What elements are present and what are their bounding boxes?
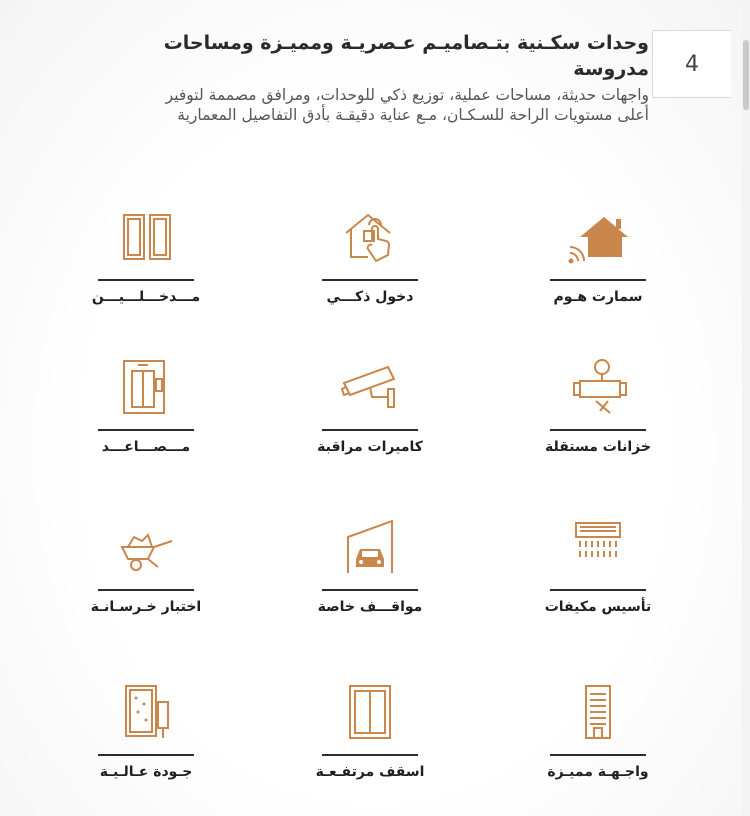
- feature-water-tanks: [518, 355, 678, 475]
- feature-smart-entry: [290, 205, 450, 325]
- water-tank-icon: [563, 355, 633, 419]
- feature-concrete-testing: [66, 515, 226, 635]
- feature-divider: [550, 429, 646, 431]
- feature-ac-installation: [518, 515, 678, 635]
- feature-label: مـــصـــاعـــد: [101, 439, 191, 455]
- high-quality-icon: [111, 680, 181, 744]
- feature-divider: [322, 589, 418, 591]
- feature-label: كاميرات مراقبة: [317, 439, 423, 455]
- feature-divider: [98, 754, 194, 756]
- feature-double-entrance: [66, 205, 226, 325]
- private-parking-icon: [335, 515, 405, 579]
- section-title: وحدات سكـنية بتـصاميـم عـصريـة ومميـزة ومساحات مدروسة: [163, 32, 649, 80]
- smart-home-icon: [563, 205, 633, 269]
- feature-divider: [322, 279, 418, 281]
- feature-label: مـــدخـــلـــيـــن: [91, 289, 201, 305]
- section-text: [89, 30, 649, 125]
- section-header: [40, 22, 745, 124]
- feature-divider: [550, 589, 646, 591]
- feature-high-ceilings: [290, 680, 450, 800]
- feature-divider: [98, 429, 194, 431]
- feature-high-quality: [66, 680, 226, 800]
- feature-smart-home: [518, 205, 678, 325]
- description-line-2: أعلى مستويات الراحة للسـكـان، مـع عناية دقيقـة بأدق التفاصيل المعمارية: [177, 106, 649, 124]
- smart-entry-icon: [335, 205, 405, 269]
- double-entrance-icon: [111, 205, 181, 269]
- feature-label: اسقف مرتفـعـة: [315, 764, 425, 780]
- feature-label: خزانات مستقلة: [545, 439, 651, 455]
- feature-elevators: [66, 355, 226, 475]
- security-camera-icon: [335, 355, 405, 419]
- feature-label: تأسيس مكيفات: [544, 599, 652, 615]
- feature-divider: [322, 429, 418, 431]
- feature-label: دخول ذكـــي: [326, 289, 414, 305]
- facade-icon: [563, 680, 633, 744]
- feature-label: سمارت هـوم: [553, 289, 643, 305]
- description-line-1: واجهات حديثة، مساحات عملية، توزيع ذكي للوحدات، ومرافق مصممة لتوفير: [165, 86, 649, 104]
- feature-label: واجـهـة مميـزة: [547, 764, 649, 780]
- feature-label: مواقـــف خاصة: [317, 599, 423, 615]
- elevator-icon: [111, 355, 181, 419]
- feature-divider: [322, 754, 418, 756]
- feature-label: اختبار خـرسـانـة: [90, 599, 202, 615]
- concrete-wheelbarrow-icon: [111, 515, 181, 579]
- section-description: [89, 85, 649, 125]
- feature-security-cameras: [290, 355, 450, 475]
- air-conditioner-icon: [563, 515, 633, 579]
- feature-divider: [98, 589, 194, 591]
- feature-distinct-facade: [518, 680, 678, 800]
- features-grid: [0, 185, 740, 805]
- high-ceiling-icon: [335, 680, 405, 744]
- feature-divider: [550, 754, 646, 756]
- feature-divider: [550, 279, 646, 281]
- feature-label: جـودة عـالـيـة: [99, 764, 193, 780]
- feature-private-parking: [290, 515, 450, 635]
- feature-divider: [98, 279, 194, 281]
- section-number: 4: [652, 30, 731, 98]
- scrollbar[interactable]: [742, 0, 750, 816]
